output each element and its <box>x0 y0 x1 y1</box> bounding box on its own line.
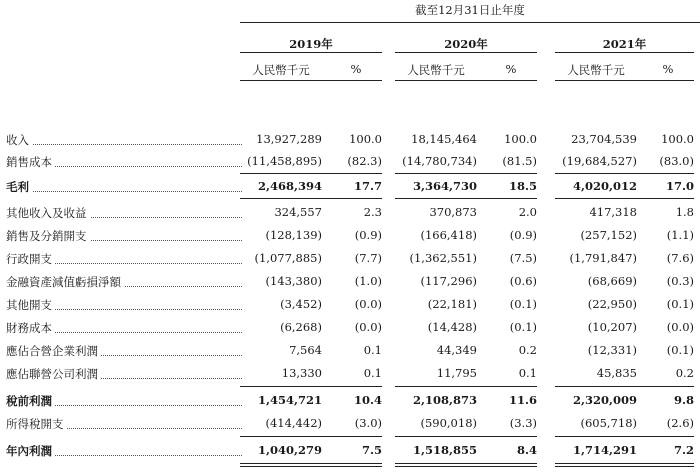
table-row-other-expenses <box>0 297 700 321</box>
value-2019: 13,330 <box>281 366 322 380</box>
pre-tax-top-rule <box>240 386 382 387</box>
net-profit-top-rule <box>555 436 694 437</box>
pre-tax-top-rule <box>555 386 694 387</box>
value-2020: (590,018) <box>420 416 477 430</box>
total-double-rule-upper <box>555 463 694 464</box>
unit-2020-underline <box>395 80 537 81</box>
table-row-selling-expenses <box>0 228 700 252</box>
value-2019: (1,077,885) <box>254 251 322 265</box>
percent-2020-value: (7.5) <box>509 251 537 265</box>
total-double-rule-lower <box>555 466 694 467</box>
value-2021: 1,714,291 <box>572 443 637 457</box>
percent-2019-value: (0.0) <box>354 297 382 311</box>
row-label: 行政開支 <box>6 251 55 267</box>
row-label: 稅前利潤 <box>6 393 55 409</box>
row-label: 毛利 <box>6 179 32 195</box>
percent-2021-value: (0.0) <box>666 320 694 334</box>
value-2020: 1,518,855 <box>412 443 477 457</box>
value-2019: 2,468,394 <box>257 179 322 193</box>
row-label: 銷售成本 <box>6 154 55 170</box>
value-2020: 18,145,464 <box>411 132 477 146</box>
value-2021: 45,835 <box>596 366 637 380</box>
value-2019: 1,454,721 <box>257 393 322 407</box>
year-2020-heading: 2020年 <box>444 37 488 51</box>
percent-2019-value: (0.0) <box>354 320 382 334</box>
value-2020: 11,795 <box>436 366 477 380</box>
value-2020: 44,349 <box>436 343 477 357</box>
value-2019: (11,458,895) <box>247 154 322 168</box>
percent-2019-value: (82.3) <box>347 154 382 168</box>
percent-2020-value: (0.1) <box>509 297 537 311</box>
unit-2021-underline <box>555 80 694 81</box>
percent-2019-value: (3.0) <box>354 416 382 430</box>
row-label: 年內利潤 <box>6 443 55 459</box>
table-row-gross-profit <box>0 179 700 203</box>
total-double-rule-lower <box>240 466 382 467</box>
row-label: 應佔聯營公司利潤 <box>6 366 101 382</box>
unit-2020: 人民幣千元 <box>407 63 465 77</box>
value-2019: 13,927,289 <box>256 132 322 146</box>
gross-profit-top-rule <box>555 173 694 174</box>
value-2020: (166,418) <box>420 228 477 242</box>
percent-2021-value: (0.1) <box>666 343 694 357</box>
gross-profit-bottom-rule <box>240 198 382 199</box>
table-row-impairment-losses <box>0 274 700 298</box>
table-row-revenue <box>0 132 700 156</box>
value-2020: (117,296) <box>420 274 477 288</box>
year-2021-underline <box>555 52 694 53</box>
leader-dots <box>10 191 242 192</box>
unit-2021: 人民幣千元 <box>567 63 625 77</box>
value-2021: (1,791,847) <box>569 251 637 265</box>
percent-2019: % <box>350 62 362 76</box>
value-2021: (12,331) <box>587 343 637 357</box>
year-2019-underline <box>240 52 382 53</box>
percent-2019-value: 100.0 <box>349 132 382 146</box>
gross-profit-bottom-rule <box>555 198 694 199</box>
value-2019: (128,139) <box>265 228 322 242</box>
total-double-rule-upper <box>395 463 537 464</box>
percent-2019-value: 7.5 <box>361 443 382 457</box>
value-2021: (22,950) <box>587 297 637 311</box>
row-label: 其他開支 <box>6 297 55 313</box>
percent-2019-value: (7.7) <box>354 251 382 265</box>
row-label: 所得稅開支 <box>6 416 67 432</box>
value-2019: 324,557 <box>274 205 322 219</box>
table-row-other-income <box>0 205 700 229</box>
value-2019: 7,564 <box>289 343 322 357</box>
gross-profit-top-rule <box>240 173 382 174</box>
year-2019-heading: 2019年 <box>289 37 333 51</box>
pre-tax-top-rule <box>395 386 537 387</box>
period-heading: 截至12月31日止年度 <box>415 3 525 17</box>
value-2020: (1,362,551) <box>409 251 477 265</box>
percent-2021-value: (1.1) <box>666 228 694 242</box>
unit-2019-underline <box>240 80 382 81</box>
percent-2021-value: 9.8 <box>673 393 694 407</box>
row-label: 財務成本 <box>6 320 55 336</box>
percent-2020-value: (3.3) <box>509 416 537 430</box>
percent-2020-value: 100.0 <box>504 132 537 146</box>
percent-2020: % <box>505 62 517 76</box>
net-profit-top-rule <box>395 436 537 437</box>
percent-2021-value: (0.1) <box>666 297 694 311</box>
value-2020: (14,780,734) <box>402 154 477 168</box>
percent-2020-value: 18.5 <box>508 179 537 193</box>
value-2020: (22,181) <box>427 297 477 311</box>
value-2019: (6,268) <box>280 320 322 334</box>
percent-2019-value: 2.3 <box>363 205 382 219</box>
percent-2020-value: 0.1 <box>518 366 537 380</box>
percent-2019-value: 0.1 <box>363 343 382 357</box>
percent-2019-value: 17.7 <box>353 179 382 193</box>
leader-dots <box>10 144 242 145</box>
value-2019: (414,442) <box>265 416 322 430</box>
percent-2021-value: 0.2 <box>675 366 694 380</box>
percent-2021-value: (7.6) <box>666 251 694 265</box>
gross-profit-bottom-rule <box>395 198 537 199</box>
percent-2021-value: 7.2 <box>673 443 694 457</box>
gross-profit-top-rule <box>395 173 537 174</box>
value-2021: 417,318 <box>589 205 637 219</box>
year-2020-underline <box>395 52 537 53</box>
percent-2021-value: 100.0 <box>661 132 694 146</box>
table-row-jv-profit-share <box>0 343 700 367</box>
value-2019: (143,380) <box>265 274 322 288</box>
value-2019: 1,040,279 <box>257 443 322 457</box>
percent-2021-value: (2.6) <box>666 416 694 430</box>
year-2021-heading: 2021年 <box>602 37 647 51</box>
net-profit-top-rule <box>240 436 382 437</box>
row-label: 其他收入及收益 <box>6 205 90 221</box>
value-2020: 3,364,730 <box>412 179 477 193</box>
unit-2019: 人民幣千元 <box>252 63 310 77</box>
percent-2019-value: (0.9) <box>354 228 382 242</box>
value-2021: 2,320,009 <box>572 393 637 407</box>
value-2020: 2,108,873 <box>412 393 477 407</box>
table-row-finance-costs <box>0 320 700 344</box>
total-double-rule-lower <box>395 466 537 467</box>
row-label: 銷售及分銷開支 <box>6 228 90 244</box>
value-2021: 23,704,539 <box>571 132 637 146</box>
percent-2021-value: 1.8 <box>675 205 694 219</box>
percent-2021-value: (0.3) <box>666 274 694 288</box>
percent-2020-value: (0.1) <box>509 320 537 334</box>
percent-2020-value: 11.6 <box>508 393 537 407</box>
percent-2019-value: 10.4 <box>353 393 382 407</box>
percent-2021: % <box>662 62 674 76</box>
percent-2020-value: 0.2 <box>518 343 537 357</box>
period-underline <box>240 22 700 23</box>
total-double-rule-upper <box>240 463 382 464</box>
value-2019: (3,452) <box>280 297 322 311</box>
percent-2020-value: 2.0 <box>518 205 537 219</box>
percent-2021-value: (83.0) <box>659 154 694 168</box>
percent-2021-value: 17.0 <box>665 179 694 193</box>
value-2021: (605,718) <box>580 416 637 430</box>
percent-2019-value: 0.1 <box>363 366 382 380</box>
value-2021: (19,684,527) <box>562 154 637 168</box>
percent-2020-value: (0.6) <box>509 274 537 288</box>
table-row-profit-before-tax <box>0 393 700 417</box>
row-label: 應佔合營企業利潤 <box>6 343 101 359</box>
percent-2019-value: (1.0) <box>354 274 382 288</box>
value-2021: (257,152) <box>580 228 637 242</box>
row-label: 收入 <box>6 132 32 148</box>
percent-2020-value: (0.9) <box>509 228 537 242</box>
percent-2020-value: (81.5) <box>502 154 537 168</box>
percent-2020-value: 8.4 <box>516 443 537 457</box>
value-2021: (10,207) <box>587 320 637 334</box>
table-row-admin-expenses <box>0 251 700 275</box>
value-2021: 4,020,012 <box>572 179 637 193</box>
value-2020: 370,873 <box>429 205 477 219</box>
row-label: 金融資產減值虧損淨額 <box>6 274 124 290</box>
value-2020: (14,428) <box>427 320 477 334</box>
value-2021: (68,669) <box>587 274 637 288</box>
table-row-cost-of-sales <box>0 154 700 178</box>
